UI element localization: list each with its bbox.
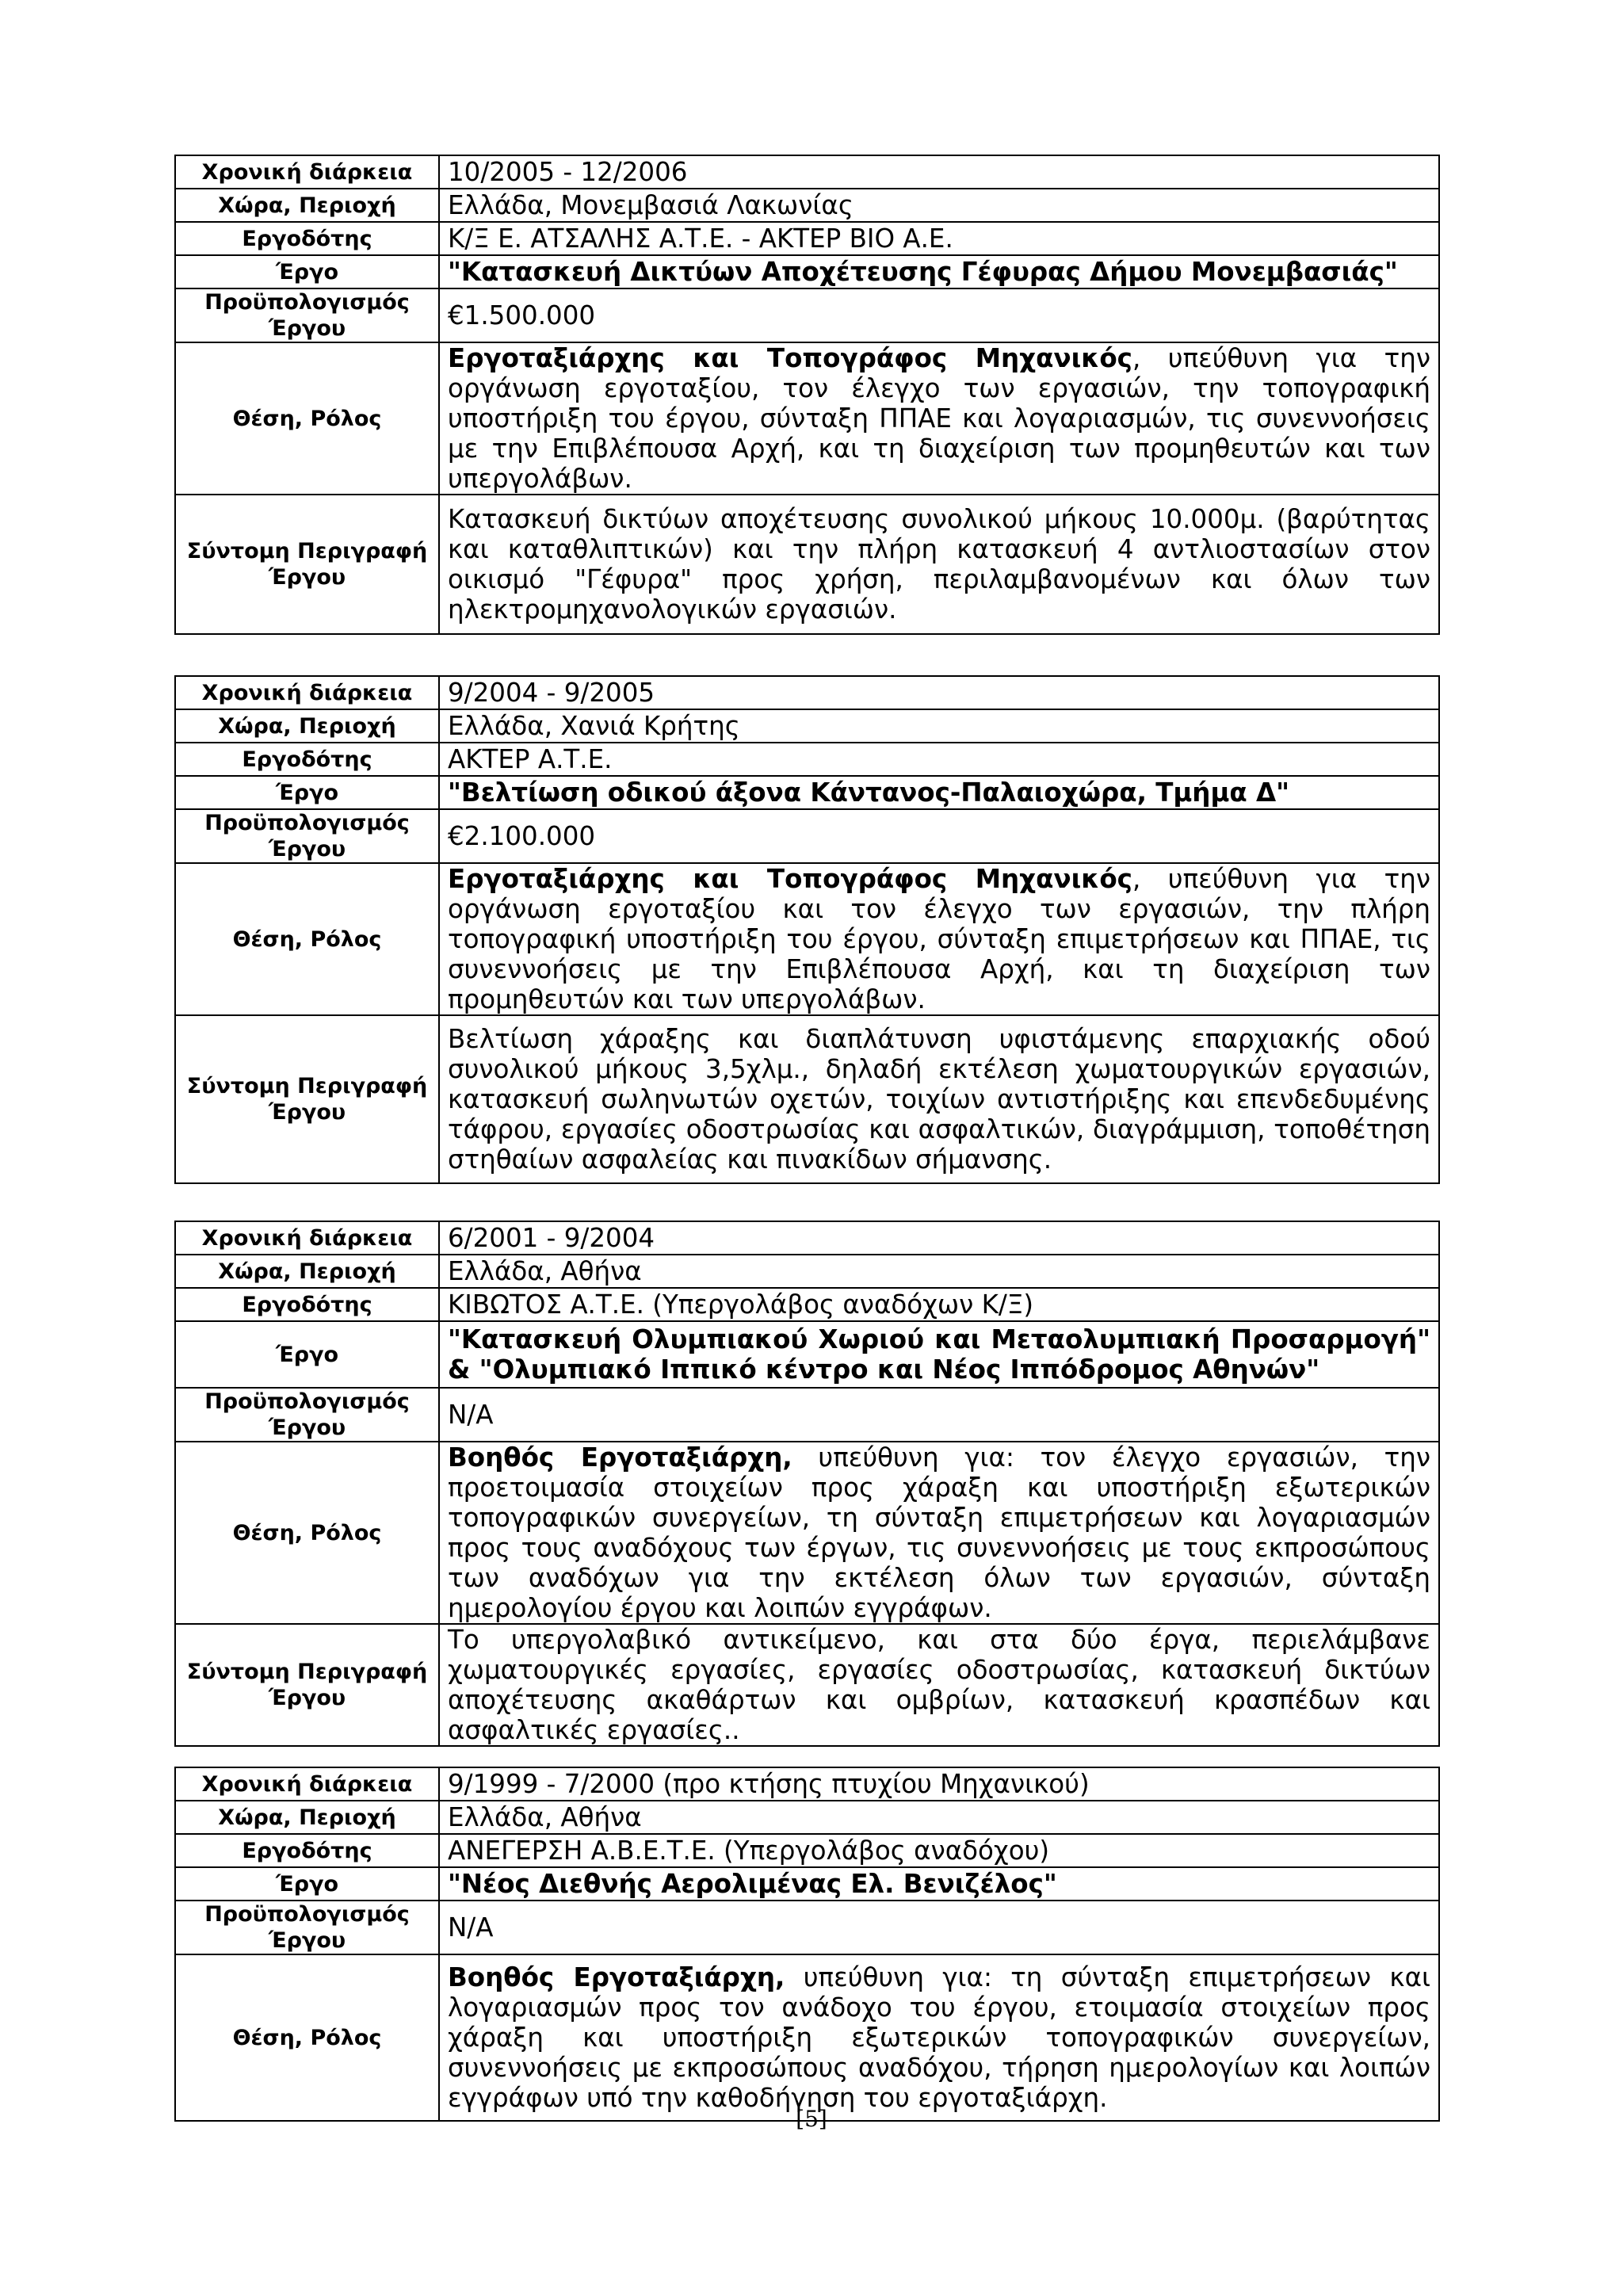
label-project: Έργο [175, 255, 439, 288]
label-project: Έργο [175, 776, 439, 809]
table-row [175, 1321, 1439, 1388]
table-row [175, 709, 1439, 743]
value-role [439, 1954, 1439, 2121]
value-employer: ΑΝΕΓΕΡΣΗ Α.Β.Ε.Τ.Ε. (Υπεργολάβος αναδόχου) [439, 1834, 1439, 1867]
label-project: Έργο [175, 1867, 439, 1901]
experience-table-3 [174, 1221, 1440, 1747]
value-location: Ελλάδα, Αθήνα [439, 1801, 1439, 1834]
table-row [175, 255, 1439, 288]
value-duration: 6/2001 - 9/2004 [439, 1221, 1439, 1255]
value-employer: ΚΙΒΩΤΟΣ Α.Τ.Ε. (Υπεργολάβος αναδόχων Κ/Ξ) [439, 1288, 1439, 1321]
value-project: "Βελτίωση οδικού άξονα Κάντανος-Παλαιοχώρα, Τμήμα Δ" [439, 776, 1439, 809]
value-duration: 10/2005 - 12/2006 [439, 155, 1439, 189]
label-budget: Προϋπολογισμός Έργου [175, 288, 439, 342]
table-row [175, 342, 1439, 495]
value-budget: N/A [439, 1388, 1439, 1442]
label-role: Θέση, Ρόλος [175, 1442, 439, 1624]
table-row [175, 155, 1439, 189]
label-location: Χώρα, Περιοχή [175, 189, 439, 222]
table-row [175, 1954, 1439, 2121]
value-duration: 9/1999 - 7/2000 (προ κτήσης πτυχίου Μηχανικού) [439, 1767, 1439, 1801]
value-project: "Κατασκευή Δικτύων Αποχέτευσης Γέφυρας Δήμου Μονεμβασιάς" [439, 255, 1439, 288]
table-row [175, 1867, 1439, 1901]
experience-table-2 [174, 675, 1440, 1184]
value-budget: €1.500.000 [439, 288, 1439, 342]
table-row [175, 1624, 1439, 1746]
value-role [439, 342, 1439, 495]
role-text: υπεύθυνη για: τη σύνταξη επιμετρήσεων και λογαριασμών προς τον ανάδοχο του έργου, ετοιμασία στοιχείων προς χάραξη και υποστήριξη εξωτερικών τοπογραφικών συνεργείων, συνεννοήσεις με εκπροσώπους αναδόχου, τήρηση ημερολογίων και λοιπών εγγράφων υπό την καθοδήγηση του εργοταξιάρχη. [448, 1962, 1430, 2113]
table-row [175, 1767, 1439, 1801]
role-title: Εργοταξιάρχης και Τοπογράφος Μηχανικός [448, 343, 1132, 373]
table-row [175, 1288, 1439, 1321]
value-project: "Νέος Διεθνής Αερολιμένας Ελ. Βενιζέλος" [439, 1867, 1439, 1901]
label-role: Θέση, Ρόλος [175, 863, 439, 1015]
table-row [175, 1388, 1439, 1442]
table-row [175, 809, 1439, 863]
value-employer: ΑΚΤΕΡ Α.Τ.Ε. [439, 743, 1439, 776]
table-row [175, 743, 1439, 776]
role-text: υπεύθυνη για: τον έλεγχο εργασιών, την προετοιμασία στοιχείων προς χάραξη και υποστήριξη εξωτερικών τοπογραφικών συνεργείων, τη σύνταξη επιμετρήσεων και λογαριασμών προς τους αναδόχους των έργων, τις συνεννοήσεις με τους εκπροσώπους των αναδόχων για την εκτέλεση όλων των εργασιών, σύνταξη ημερολογίου έργου και λοιπών εγγράφων. [448, 1442, 1430, 1623]
value-description: Κατασκευή δικτύων αποχέτευσης συνολικού μήκους 10.000μ. (βαρύτητας και καταθλιπτικών) και την πλήρη κατασκευή 4 αντλιοστασίων στον οικισμό "Γέφυρα" προς χρήση, περιλαμβανομένων και όλων των ηλεκτρομηχανολογικών εργασιών. [439, 495, 1439, 634]
table-row [175, 495, 1439, 634]
label-employer: Εργοδότης [175, 743, 439, 776]
table-row [175, 222, 1439, 255]
label-project: Έργο [175, 1321, 439, 1388]
table-row [175, 863, 1439, 1015]
label-role: Θέση, Ρόλος [175, 1954, 439, 2121]
table-row [175, 676, 1439, 709]
value-role [439, 863, 1439, 1015]
label-duration: Χρονική διάρκεια [175, 1221, 439, 1255]
value-project: "Κατασκευή Ολυμπιακού Χωριού και Μεταολυμπιακή Προσαρμογή" & "Ολυμπιακό Ιππικό κέντρο και Νέος Ιππόδρομος Αθηνών" [439, 1321, 1439, 1388]
label-duration: Χρονική διάρκεια [175, 1767, 439, 1801]
table-row [175, 776, 1439, 809]
value-location: Ελλάδα, Χανιά Κρήτης [439, 709, 1439, 743]
label-description: Σύντομη Περιγραφή Έργου [175, 495, 439, 634]
page-number: [5] [796, 2106, 827, 2132]
value-location: Ελλάδα, Μονεμβασιά Λακωνίας [439, 189, 1439, 222]
label-role: Θέση, Ρόλος [175, 342, 439, 495]
role-text: , υπεύθυνη για την οργάνωση εργοταξίου, τον έλεγχο των εργασιών, την τοπογραφική υποστήριξη του έργου, σύνταξη ΠΠΑΕ και λογαριασμών, τις συνεννοήσεις με την Επιβλέπουσα Αρχή, και τη διαχείριση των προμηθευτών και των υπεργολάβων. [448, 343, 1430, 494]
table-row [175, 288, 1439, 342]
label-employer: Εργοδότης [175, 1834, 439, 1867]
experience-table-4 [174, 1767, 1440, 2122]
table-row [175, 1901, 1439, 1954]
value-budget: €2.100.000 [439, 809, 1439, 863]
label-description: Σύντομη Περιγραφή Έργου [175, 1015, 439, 1183]
value-location: Ελλάδα, Αθήνα [439, 1255, 1439, 1288]
role-title: Βοηθός Εργοταξιάρχη, [448, 1442, 792, 1473]
role-title: Βοηθός Εργοταξιάρχη, [448, 1962, 785, 1992]
label-location: Χώρα, Περιοχή [175, 1255, 439, 1288]
table-row [175, 1442, 1439, 1624]
value-role [439, 1442, 1439, 1624]
value-duration: 9/2004 - 9/2005 [439, 676, 1439, 709]
experience-table-1 [174, 155, 1440, 635]
label-duration: Χρονική διάρκεια [175, 676, 439, 709]
table-row [175, 1015, 1439, 1183]
table-row [175, 1834, 1439, 1867]
label-budget: Προϋπολογισμός Έργου [175, 1388, 439, 1442]
label-location: Χώρα, Περιοχή [175, 1801, 439, 1834]
value-employer: Κ/Ξ Ε. ΑΤΣΑΛΗΣ Α.Τ.Ε. - ΑΚΤΕΡ ΒΙΟ Α.Ε. [439, 222, 1439, 255]
table-row [175, 1221, 1439, 1255]
label-location: Χώρα, Περιοχή [175, 709, 439, 743]
label-employer: Εργοδότης [175, 222, 439, 255]
value-budget: N/A [439, 1901, 1439, 1954]
label-description: Σύντομη Περιγραφή Έργου [175, 1624, 439, 1746]
role-title: Εργοταξιάρχης και Τοπογράφος Μηχανικός [448, 864, 1132, 894]
label-budget: Προϋπολογισμός Έργου [175, 1901, 439, 1954]
table-row [175, 1255, 1439, 1288]
label-budget: Προϋπολογισμός Έργου [175, 809, 439, 863]
table-row [175, 189, 1439, 222]
value-description: Βελτίωση χάραξης και διαπλάτυνση υφιστάμενης επαρχιακής οδού συνολικού μήκους 3,5χλμ., δηλαδή εκτέλεση χωματουργικών εργασιών, κατασκευή σωληνωτών οχετών, τοιχίων αντιστήριξης και επενδεδυμένης τάφρου, εργασίες οδοστρωσίας και ασφαλτικών, διαγράμμιση, τοποθέτηση στηθαίων ασφαλείας και πινακίδων σήμανσης. [439, 1015, 1439, 1183]
table-row [175, 1801, 1439, 1834]
role-text: , υπεύθυνη για την οργάνωση εργοταξίου και τον έλεγχο των εργασιών, την πλήρη τοπογραφική υποστήριξη του έργου, σύνταξη επιμετρήσεων και ΠΠΑΕ, τις συνεννοήσεις με την Επιβλέπουσα Αρχή, και τη διαχείριση των προμηθευτών και των υπεργολάβων. [448, 864, 1430, 1014]
label-employer: Εργοδότης [175, 1288, 439, 1321]
value-description: Το υπεργολαβικό αντικείμενο, και στα δύο έργα, περιελάμβανε χωματουργικές εργασίες, εργασίες οδοστρωσίας, κατασκευή δικτύων αποχέτευσης ακαθάρτων και ομβρίων, κατασκευή κρασπέδων και ασφαλτικές εργασίες.. [439, 1624, 1439, 1746]
label-duration: Χρονική διάρκεια [175, 155, 439, 189]
